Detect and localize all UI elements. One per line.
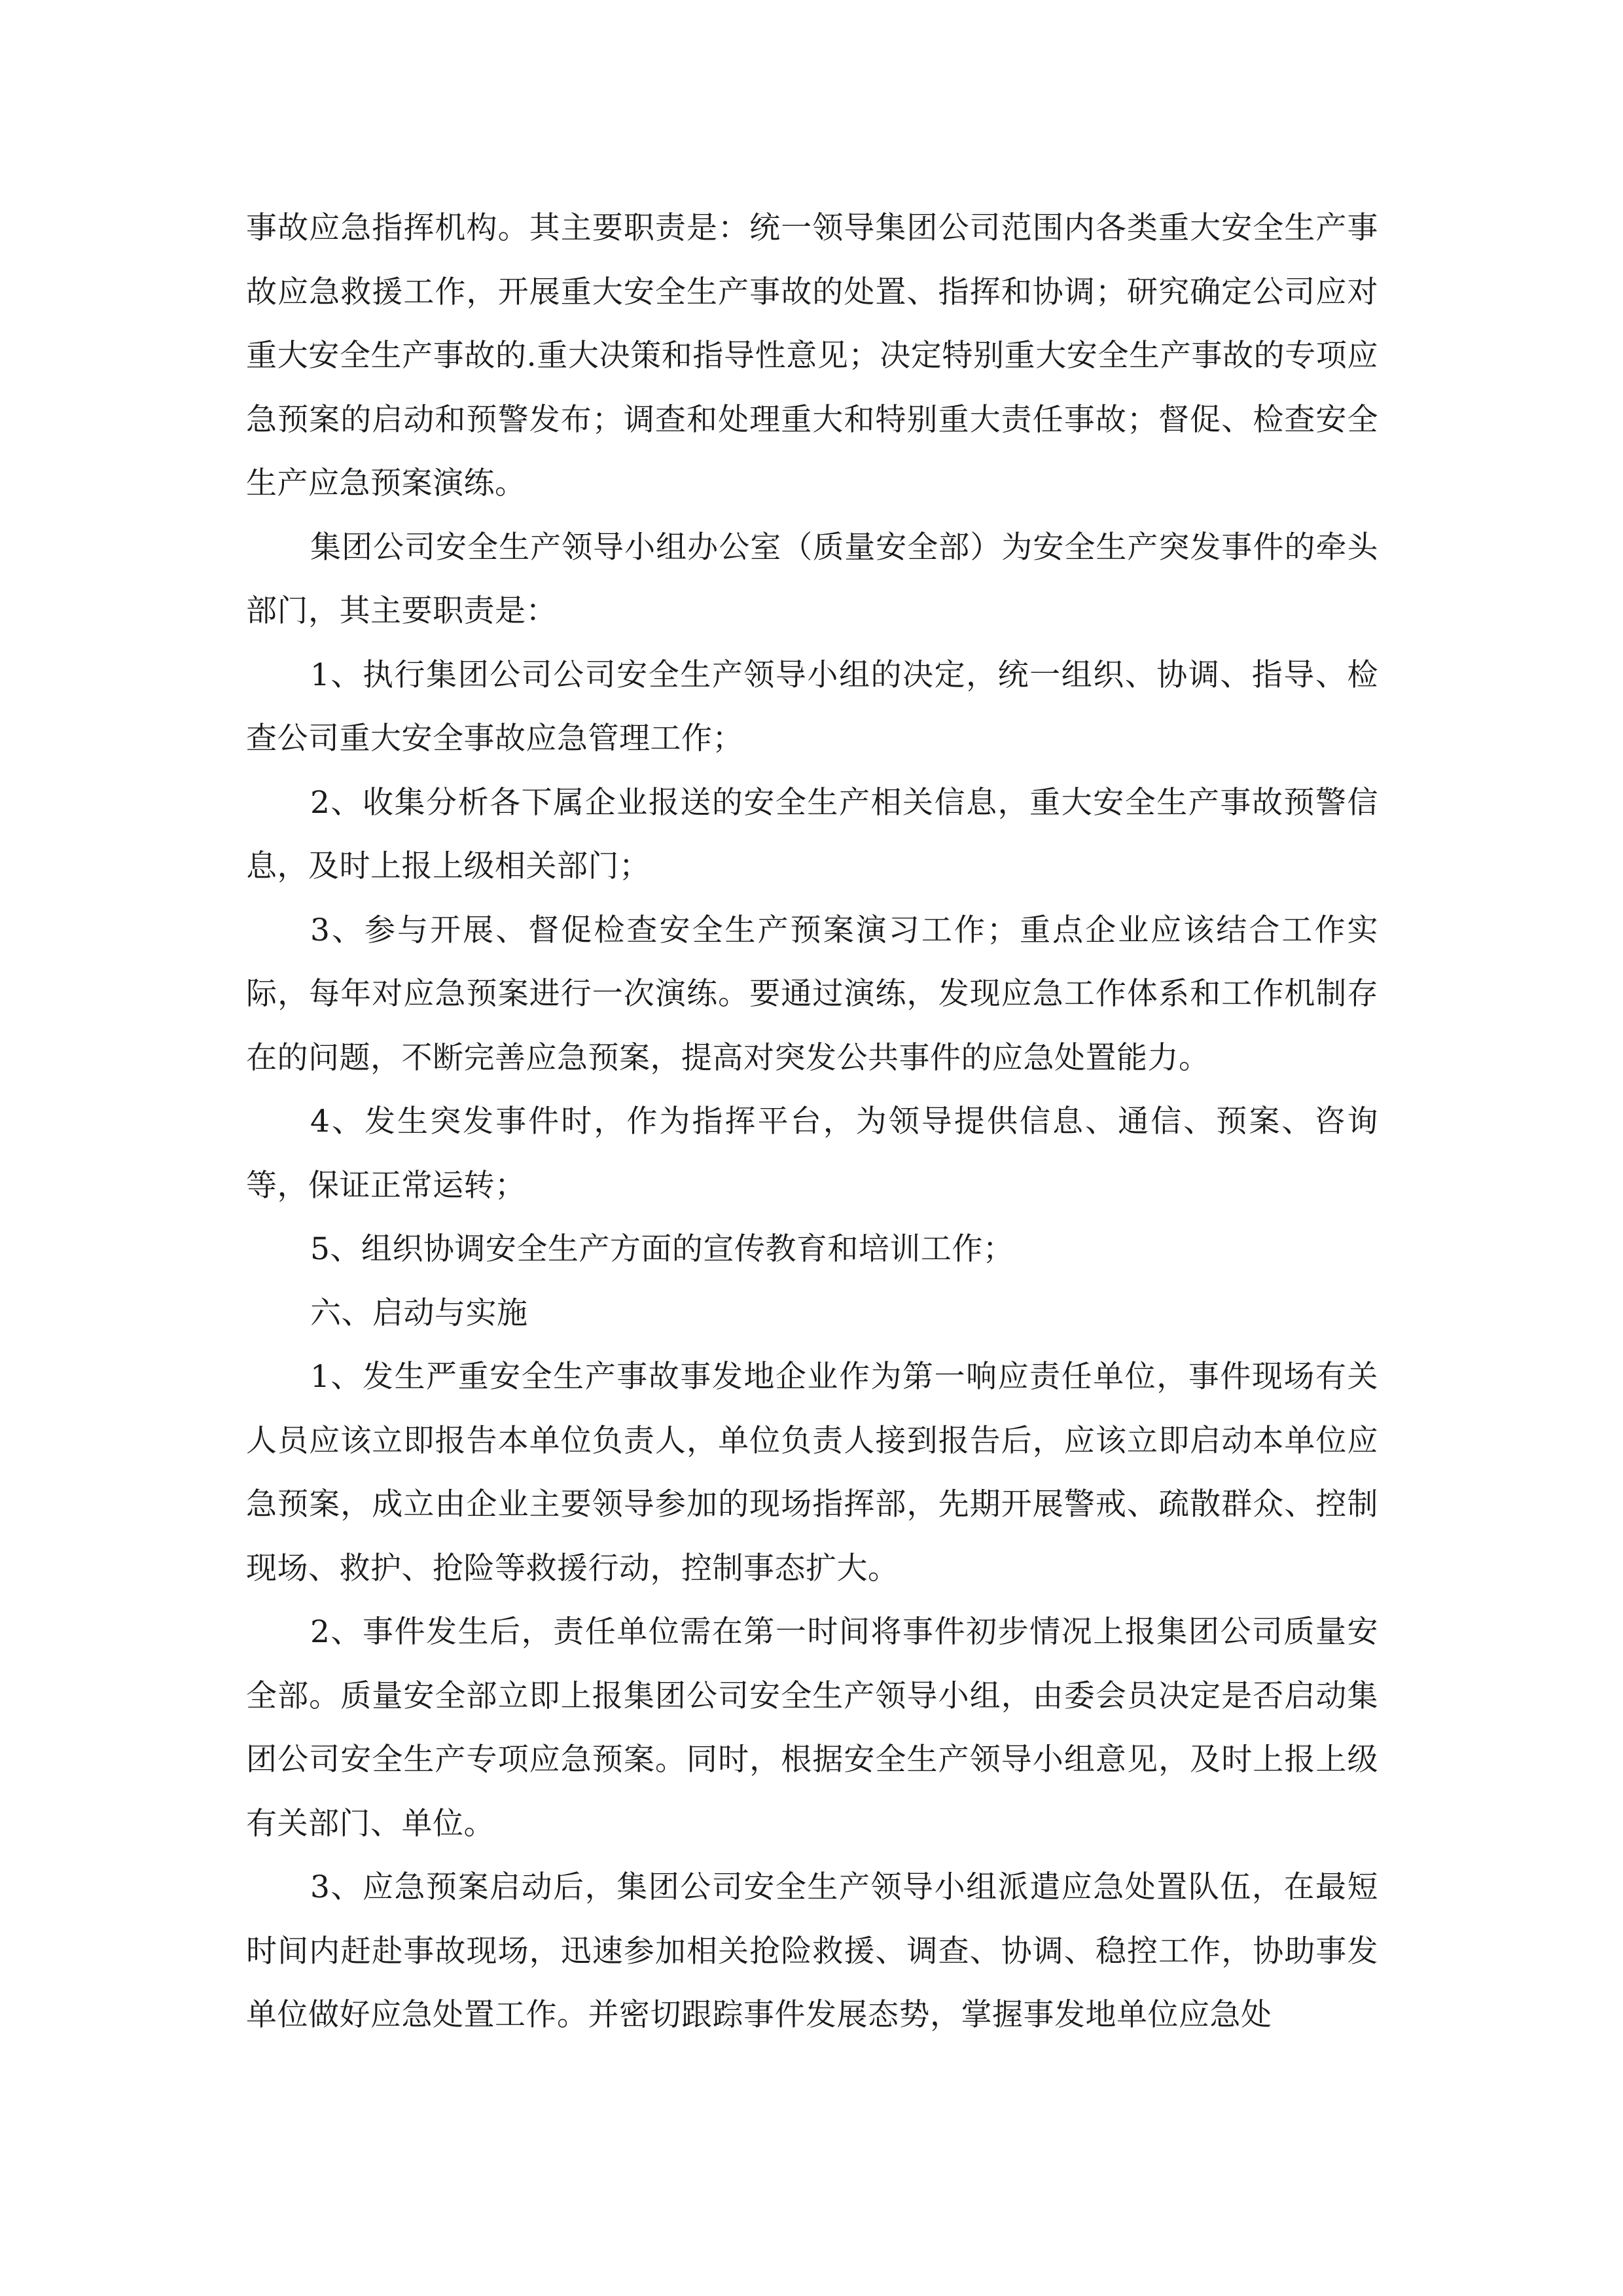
paragraph-item-1: 1、执行集团公司公司安全生产领导小组的决定，统一组织、协调、指导、检查公司重大安全事故应急管理工作； [246, 656, 1378, 757]
section-heading-start-and-implementation: 六、启动与实施 [310, 1295, 528, 1331]
paragraph-continued-duties: 事故应急指挥机构。其主要职责是：统一领导集团公司范围内各类重大安全生产事故应急救援工作，开展重大安全生产事故的处置、指挥和协调；研究确定公司应对重大安全生产事故的.重大决策和指导性意见；决定特别重大安全生产事故的专项应急预案的启动和预警发布；调查和处理重大和特别重大责任事故；督促、检查安全生产应急预案演练。 [246, 210, 1378, 501]
paragraph-impl-item-1: 1、发生严重安全生产事故事发地企业作为第一响应责任单位，事件现场有关人员应该立即报告本单位负责人，单位负责人接到报告后，应该立即启动本单位应急预案，成立由企业主要领导参加的现场指挥部，先期开展警戒、疏散群众、控制现场、救护、抢险等救援行动，控制事态扩大。 [246, 1359, 1378, 1587]
paragraph-office-role: 集团公司安全生产领导小组办公室（质量安全部）为安全生产突发事件的牵头部门，其主要职责是： [246, 529, 1378, 629]
paragraph-item-5: 5、组织协调安全生产方面的宣传教育和培训工作； [310, 1231, 1014, 1267]
paragraph-item-4: 4、发生突发事件时，作为指挥平台，为领导提供信息、通信、预案、咨询等，保证正常运转； [246, 1103, 1378, 1204]
paragraph-item-3: 3、参与开展、督促检查安全生产预案演习工作；重点企业应该结合工作实际，每年对应急预案进行一次演练。要通过演练，发现应急工作体系和工作机制存在的问题，不断完善应急预案，提高对突发公共事件的应急处置能力。 [246, 912, 1378, 1076]
paragraph-impl-item-2: 2、事件发生后，责任单位需在第一时间将事件初步情况上报集团公司质量安全部。质量安全部立即上报集团公司安全生产领导小组，由委会员决定是否启动集团公司安全生产专项应急预案。同时，根据安全生产领导小组意见，及时上报上级有关部门、单位。 [246, 1614, 1378, 1842]
paragraph-impl-item-3: 3、应急预案启动后，集团公司安全生产领导小组派遣应急处置队伍，在最短时间内赶赴事故现场，迅速参加相关抢险救援、调查、协调、稳控工作，协助事发单位做好应急处置工作。并密切跟踪事件发展态势，掌握事发地单位应急处 [246, 1869, 1378, 2033]
document-body [246, 196, 1378, 2047]
paragraph-item-2: 2、收集分析各下属企业报送的安全生产相关信息，重大安全生产事故预警信息，及时上报上级相关部门； [246, 784, 1378, 884]
